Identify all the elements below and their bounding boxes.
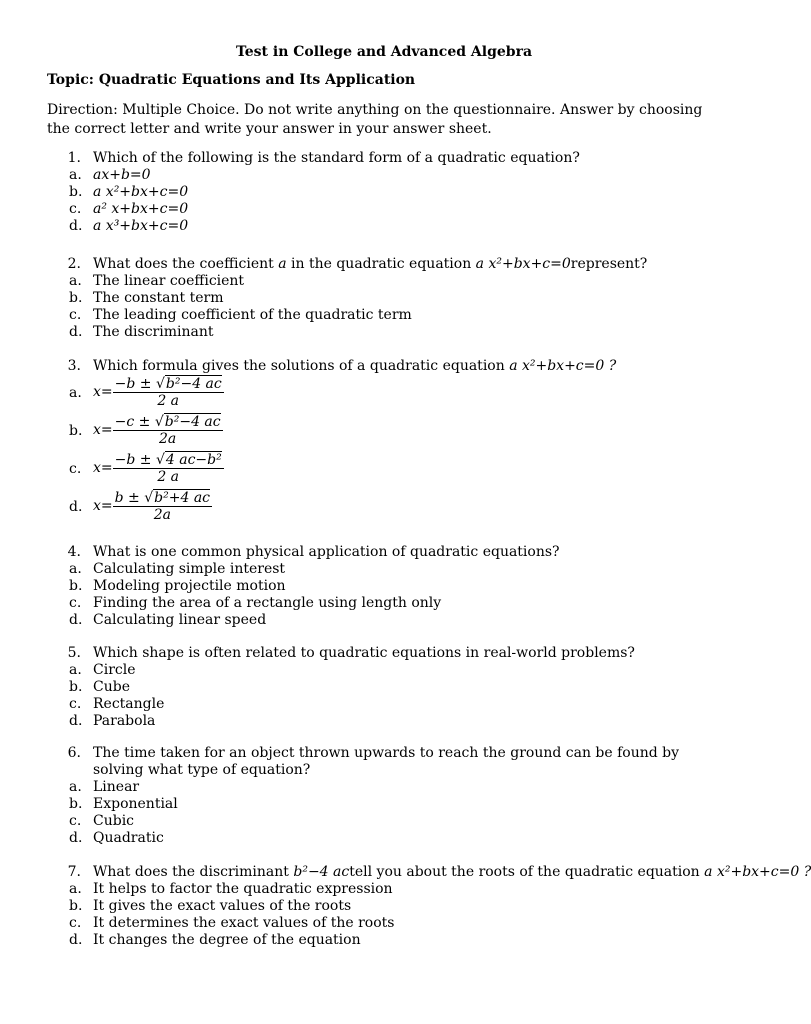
option-b: b. It gives the exact values of the roots (69, 898, 352, 914)
option-b: b. Modeling projectile motion (69, 578, 286, 594)
option-d: d. Calculating linear speed (69, 612, 267, 628)
option-d: d. a x³+bx+c=0 (69, 218, 189, 234)
question-text: The time taken for an object thrown upwards to reach the ground can be found by solving what type of equation? (93, 745, 680, 778)
option-a: a. Linear (69, 779, 140, 795)
question-text: What does the coefficient a in the quadratic equation a x²+bx+c=0represent? (93, 256, 648, 272)
option-math: a² x+bx+c=0 (93, 201, 189, 217)
option-d: d. It changes the degree of the equation (69, 932, 361, 948)
question-2 (67, 256, 727, 341)
question-text: Which formula gives the solutions of a quadratic equation a x²+bx+c=0 ? (93, 358, 617, 374)
option-d: d. Quadratic (69, 830, 164, 846)
option-math: a x²+bx+c=0 (93, 184, 189, 200)
option-math: a x³+bx+c=0 (93, 218, 189, 234)
formula: x= $\frac{\text{−b ± √4 ac−b²}}{2 a}$ (93, 452, 222, 485)
question-1 (67, 150, 727, 235)
option-b: b. a x²+bx+c=0 (69, 184, 189, 200)
option-c: c. It determines the exact values of the roots (69, 915, 395, 931)
formula: x= $\frac{\text{−c ± √b²−4 ac}}{2a}$ (93, 414, 221, 447)
option-a: a. The linear coefficient (69, 273, 245, 289)
question-number: 6. (67, 745, 81, 761)
question-text: What is one common physical application of quadratic equations? (93, 544, 560, 560)
directions-text: Direction: Multiple Choice. Do not write anything on the questionnaire. Answer by choosing the correct letter and write your answer in your answer sheet. (47, 102, 703, 137)
question-number: 1. (67, 150, 81, 166)
option-b: b. x= $\frac{\text{−c ± √b²−4 ac}}{2a}$ (69, 414, 221, 447)
topic-heading: Topic: Quadratic Equations and Its Application (47, 72, 416, 88)
equation-inline: b²−4 ac (293, 864, 350, 880)
question-text: Which of the following is the standard form of a quadratic equation? (93, 150, 580, 166)
option-a: a. Calculating simple interest (69, 561, 286, 577)
question-number: 5. (67, 645, 81, 661)
option-d: d. The discriminant (69, 324, 214, 340)
question-number: 4. (67, 544, 81, 560)
formula: x= $\frac{\text{b ± √b²+4 ac}}{2a}$ (93, 490, 211, 523)
option-c: c. The leading coefficient of the quadratic term (69, 307, 412, 323)
option-c: c. Cubic (69, 813, 135, 829)
question-4 (67, 544, 727, 629)
option-a: a. x= $\frac{\text{−b ± √b²−4 ac}}{2 a}$ (69, 376, 222, 409)
option-d: d. Parabola (69, 713, 156, 729)
question-text: What does the discriminant b²−4 actell you about the roots of the quadratic equation a x²+bx+c=0 ? (93, 864, 811, 880)
option-d: d. x= $\frac{\text{b ± √b²+4 ac}}{2a}$ (69, 490, 211, 523)
option-math: ax+b=0 (93, 167, 151, 183)
option-a: a. ax+b=0 (69, 167, 151, 183)
option-a: a. Circle (69, 662, 136, 678)
question-3 (67, 358, 727, 527)
question-7 (67, 864, 811, 949)
option-c: c. Finding the area of a rectangle using length only (69, 595, 442, 611)
question-number: 2. (67, 256, 81, 272)
formula: x= $\frac{\text{−b ± √b²−4 ac}}{2 a}$ (93, 376, 222, 409)
option-b: b. The constant term (69, 290, 224, 306)
question-6 (67, 745, 727, 847)
equation-inline: a x²+bx+c=0 (475, 256, 571, 272)
option-c: c. Rectangle (69, 696, 165, 712)
option-b: b. Exponential (69, 796, 178, 812)
option-c: c. a² x+bx+c=0 (69, 201, 189, 217)
equation-inline: a x²+bx+c=0 ? (509, 358, 617, 374)
question-text: Which shape is often related to quadratic equations in real-world problems? (93, 645, 635, 661)
question-5 (67, 645, 727, 730)
document-title: Test in College and Advanced Algebra (235, 44, 533, 60)
question-number: 3. (67, 358, 81, 374)
equation-inline: a x²+bx+c=0 ? (704, 864, 811, 880)
question-number: 7. (67, 864, 81, 880)
option-c: c. x= $\frac{\text{−b ± √4 ac−b²}}{2 a}$ (69, 452, 222, 485)
option-a: a. It helps to factor the quadratic expression (69, 881, 393, 897)
option-b: b. Cube (69, 679, 130, 695)
